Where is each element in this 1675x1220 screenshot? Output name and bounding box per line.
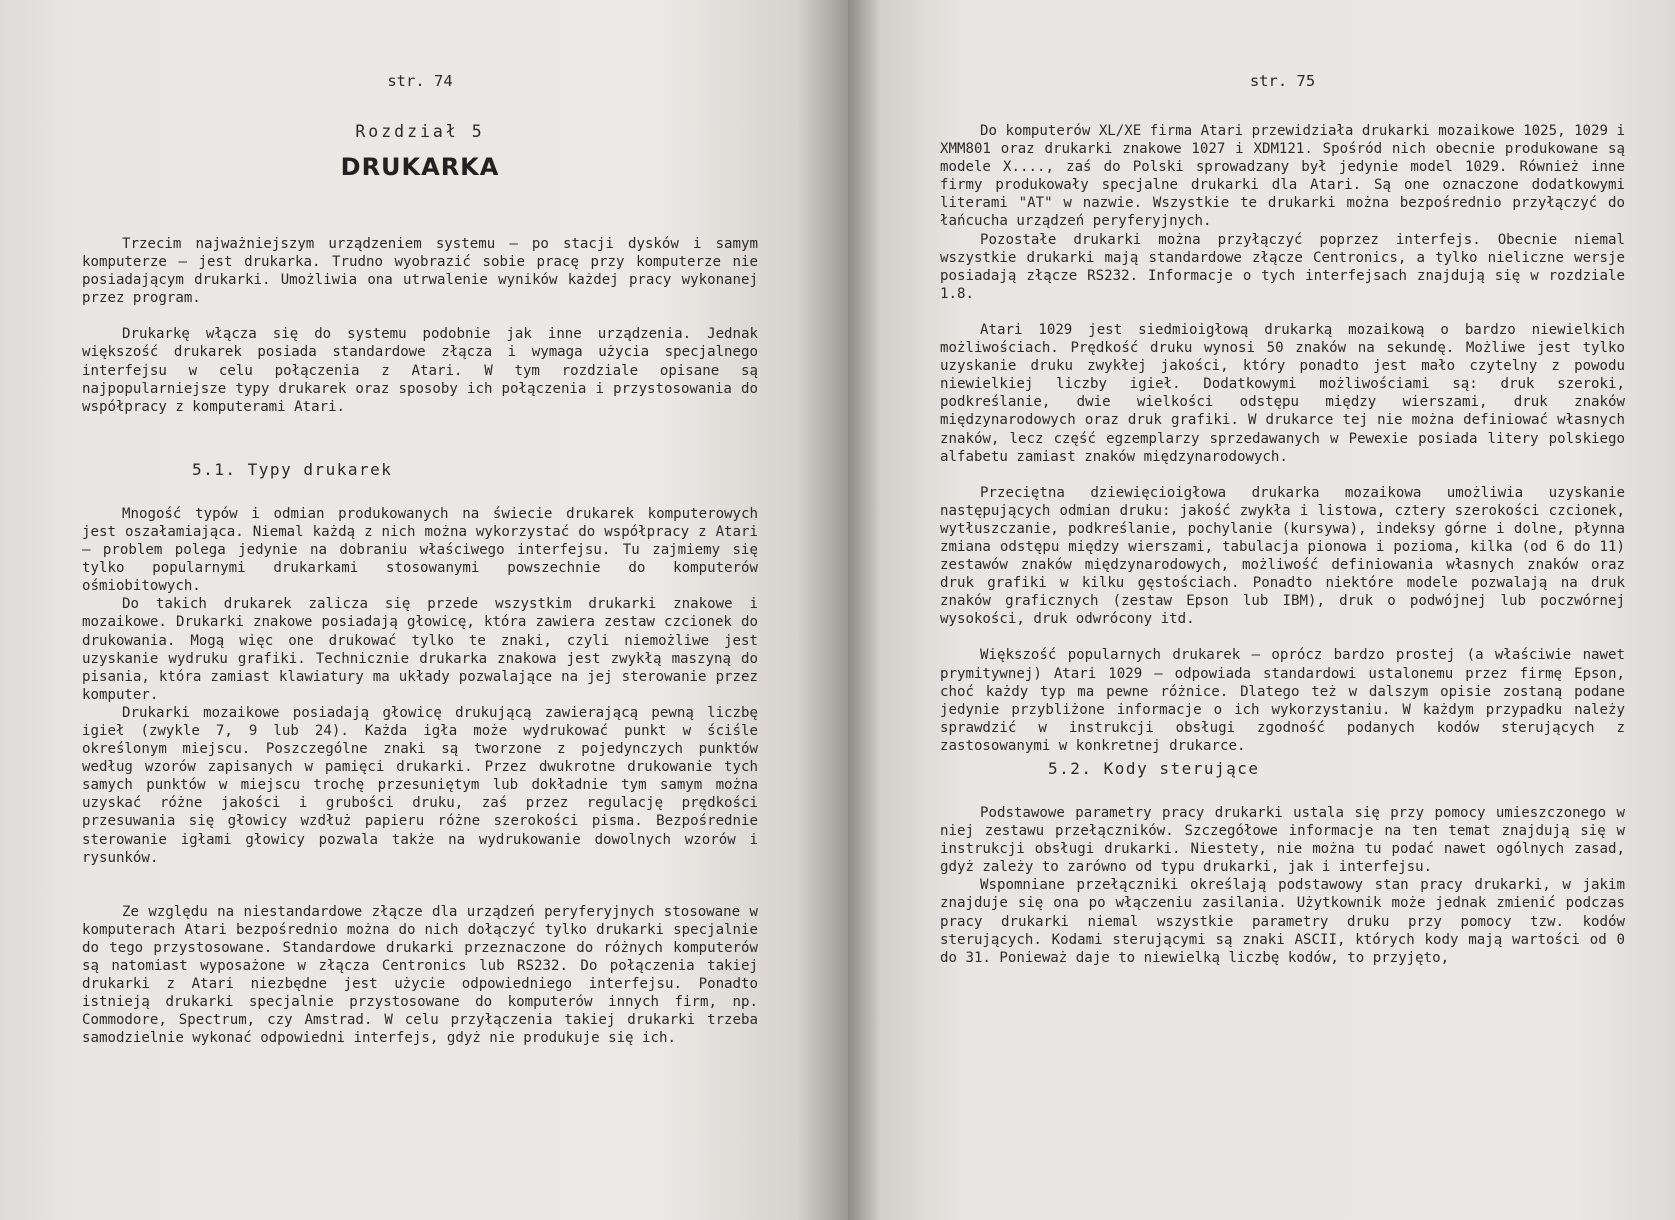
page-number: str. 74 xyxy=(387,72,453,90)
paragraph: Trzecim najważniejszym urządzeniem systemu – po stacji dysków i samym komputerze – jest drukarka. Trudno wyobrazić sobie pracę przy komputerze nie posiadającym drukarki. Umożliwia ona utrwalenie wyników każdej pracy wykonanej przez program. xyxy=(82,236,758,307)
chapter-title: DRUKARKA xyxy=(340,153,500,181)
paragraph: Podstawowe parametry pracy drukarki ustala się przy pomocy umieszczonego w niej zestawu przełączników. Szczegółowe informacje na ten temat znajdują się w instrukcji obsługi drukarki. Niestety, nie można tu podać nawet ogólnych zasad, gdyż zależy to zarówno od typu drukarki, jak i interfejsu. xyxy=(940,805,1625,876)
paragraph: Wspomniane przełączniki określają podstawowy stan pracy drukarki, w jakim znajduje się ona po włączeniu zasilania. Użytkownik może jednak zmienić podczas pracy drukarki niemal wszystkie parametry druku przy pomocy tzw. kodów sterujących. Kodami sterującymi są znaki ASCII, których kody mają wartości od 0 do 31. Ponieważ daje to niewielką liczbę kodów, to przyjęto, xyxy=(940,877,1625,966)
paragraph: Pozostałe drukarki można przyłączyć poprzez interfejs. Obecnie niemal wszystkie drukarki mają standardowe złącze Centronics, a tylko nieliczne wersje posiadają złącze RS232. Informacje o tych interfejsach znajdują się w rozdziale 1.8. xyxy=(940,231,1625,302)
paragraph: Drukarki mozaikowe posiadają głowicę drukującą zawierającą pewną liczbę igieł (zwykle 7, 9 lub 24). Każda igła może wydrukować punkt w ściśle określonym miejscu. Poszczególne znaki są tworzone z pojedynczych punktów według wzorów zapisanych w pamięci drukarki. Przez dwukrotne drukowanie tych samych punktów w miejscu trochę przesuniętym lub dokładnie tym samym można uzyskać różne jakości i grubości druku, zaś przez regulację prędkości przesuwania się głowicy wzdłuż papieru różne szerokości pisma. Bezpośrednie sterowanie igłami głowicy pozwala także na wydrukowanie dowolnych wzorów i rysunków. xyxy=(82,704,758,866)
section-heading: 5.2. Kody sterujące xyxy=(1048,759,1260,778)
chapter-label: Rozdział 5 xyxy=(355,122,485,141)
paragraph: Mnogość typów i odmian produkowanych na świecie drukarek komputerowych jest oszałamiająca. Niemal każdą z nich można wykorzystać do współpracy z Atari – problem polega jedynie na dobraniu właściwego interfejsu. Tu zajmiemy się tylko popularnymi drukarkami stosowanymi powszechnie do komputerów ośmiobitowych. xyxy=(82,505,758,595)
page-number: str. 75 xyxy=(1249,72,1316,90)
paragraph: Drukarkę włącza się do systemu podobnie jak inne urządzenia. Jednak większość drukarek posiada standardowe złącza i wymaga użycia specjalnego interfejsu w celu połączenia z Atari. W tym rozdziale opisane są najpopularniejsze typy drukarek oraz sposoby ich połączenia i przystosowania do współpracy z komputerami Atari. xyxy=(82,326,758,415)
paragraph: Atari 1029 jest siedmioigłową drukarką mozaikową o bardzo niewielkich możliwościach. Prędkość druku wynosi 50 znaków na sekundę. Możliwe jest tylko uzyskanie druku zwykłej jakości, który ponadto jest mało czytelny z powodu niewielkiej liczby igieł. Dodatkowymi możliwościami są: druk szeroki, podkreślanie, dwie wielkości odstępu między wierszami, druk znaków międzynarodowych oraz druk grafiki. W drukarce tej nie można definiować własnych znaków, lecz część egzemplarzy sprzedawanych w Pewexie posiada litery polskiego alfabetu zamiast znaków międzynarodowych. xyxy=(940,321,1625,465)
paragraph: Ze względu na niestandardowe złącze dla urządzeń peryferyjnych stosowane w komputerach Atari bezpośrednio można do nich dołączyć tylko drukarki specjalnie do tego przystosowane. Standardowe drukarki przeznaczone do różnych komputerów są natomiast wyposażone w złącza Centronics lub RS232. Do połączenia takiej drukarki z Atari niezbędne jest użycie odpowiedniego interfejsu. Ponadto istnieją drukarki specjalnie przystosowane do komputerów innych firm, np. Commodore, Spectrum, czy Amstrad. W celu przyłączenia takiej drukarki trzeba samodzielnie wykonać odpowiedni interfejs, gdyż nie produkuje się ich. xyxy=(82,903,758,1047)
paragraph: Do komputerów XL/XE firma Atari przewidziała drukarki mozaikowe 1025, 1029 i XMM801 oraz drukarki znakowe 1027 i XDM121. Spośród nich obecnie produkowane są modele X...., zaś do Polski sprowadzany był jedynie model 1029. Również inne firmy produkowały specjalne drukarki dla Atari. Są one oznaczone dodatkowymi literami "AT" w nazwie. Wszystkie te drukarki można bezpośrednio przyłączyć do łańcucha urządzeń peryferyjnych. xyxy=(940,123,1625,230)
paragraph: Do takich drukarek zalicza się przede wszystkim drukarki znakowe i mozaikowe. Drukarki znakowe posiadają głowicę, która zawiera zestaw czcionek do drukowania. Mogą więc one drukować tylko te znaki, czyli niemożliwe jest uzyskanie wydruku grafiki. Technicznie drukarka znakowa jest zwykłą maszyną do pisania, która zamiast klawiatury ma układy pozwalające na jej sterowanie przez komputer. xyxy=(82,596,758,703)
section-heading: 5.1. Typy drukarek xyxy=(192,459,393,479)
paragraph: Większość popularnych drukarek – oprócz bardzo prostej (a właściwie nawet prymitywnej) Atari 1029 – odpowiada standardowi ustalonemu przez firmę Epson, choć każdy typ ma pewne różnice. Dlatego też w dalszym opisie zostaną podane jedynie przybliżone informacje o ich wykorzystaniu. W każdym przypadku należy sprawdzić w instrukcji obsługi zgodność podanych kodów sterujących z zastosowanymi w konkretnej drukarce. xyxy=(940,647,1625,754)
right-page xyxy=(848,0,1675,1220)
paragraph: Przeciętna dziewięcioigłowa drukarka mozaikowa umożliwia uzyskanie następujących odmian druku: jakość zwykła i listowa, cztery szerokości czcionek, wytłuszczanie, podkreślanie, pochylanie (kursywa), indeksy górne i dolne, płynna zmiana odstępu między wierszami, tabulacja pionowa i pozioma, kilka (od 6 do 11) zestawów znaków międzynarodowych, możliwość definiowania własnych znaków oraz druk grafiki w kilku gęstościach. Ponadto niektóre modele pozwalają na druk znaków graficznych (zestaw Epson lub IBM), druk o podwójnej lub poczwórnej wysokości, druk odwrócony itd. xyxy=(940,484,1625,628)
